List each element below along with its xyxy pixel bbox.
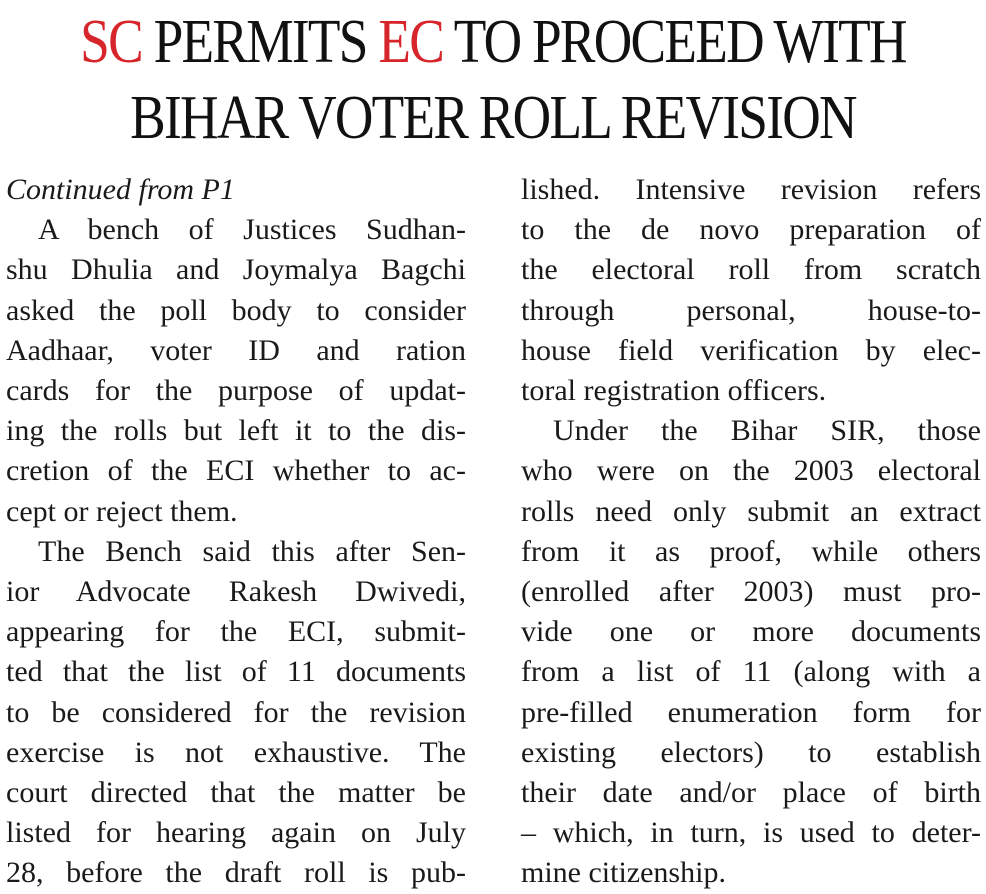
text-line: mine citizenship. — [521, 856, 726, 890]
headline-ec: EC — [378, 8, 444, 76]
text-line: the electoral roll from scratch — [521, 253, 981, 287]
headline-permits: PERMITS — [153, 8, 367, 76]
text-line: from it as proof, while others — [521, 534, 981, 568]
right-paragraph-1 — [521, 170, 981, 411]
text-line: pre-filled enumeration form for — [521, 695, 981, 729]
text-line: appearing for the ECI, submit- — [6, 615, 466, 649]
continued-from-label: Continued from P1 — [6, 173, 235, 206]
text-line: lished. Intensive revision refers — [521, 173, 981, 206]
text-line: listed for hearing again on July — [6, 816, 466, 850]
text-line: asked the poll body to consider — [6, 293, 466, 327]
headline-rest: TO PROCEED WITH — [453, 8, 906, 76]
text-line: house field verification by elec- — [521, 333, 981, 367]
text-line: Under the Bihar SIR, those — [553, 414, 981, 448]
text-line: The Bench said this after Sen- — [38, 534, 466, 568]
text-line: ior Advocate Rakesh Dwivedi, — [6, 575, 466, 609]
text-line: who were on the 2003 electoral — [521, 454, 981, 488]
text-line: Aadhaar, voter ID and ration — [6, 333, 466, 367]
text-line: cards for the purpose of updat- — [6, 374, 466, 408]
text-line: to be considered for the revision — [6, 695, 466, 729]
headline-line-2: BIHAR VOTER ROLL REVISION — [130, 84, 856, 152]
text-line: cept or reject them. — [6, 494, 238, 528]
text-line: A bench of Justices Sudhan- — [38, 213, 466, 247]
text-line: court directed that the matter be — [6, 776, 466, 810]
text-line: to the de novo preparation of — [521, 213, 981, 247]
left-paragraph-2 — [6, 532, 466, 894]
right-column — [521, 170, 981, 894]
text-line: cretion of the ECI whether to ac- — [6, 454, 466, 488]
text-line: from a list of 11 (along with a — [521, 655, 981, 689]
text-line: ted that the list of 11 documents — [6, 655, 466, 689]
text-line: vide one or more documents — [521, 615, 981, 649]
headline-line-1 — [69, 4, 917, 80]
headline-sc: SC — [80, 8, 142, 76]
headline — [69, 4, 917, 156]
text-line: through personal, house-to- — [521, 293, 981, 327]
text-line: – which, in turn, is used to deter- — [521, 816, 981, 850]
text-line: shu Dhulia and Joymalya Bagchi — [6, 253, 466, 287]
text-line: toral registration officers. — [521, 374, 827, 408]
left-paragraph-1 — [6, 210, 466, 532]
text-line: (enrolled after 2003) must pro- — [521, 575, 981, 609]
text-line: ing the rolls but left it to the dis- — [6, 414, 466, 448]
left-column — [6, 170, 466, 894]
text-line: existing electors) to establish — [521, 735, 981, 769]
text-line: rolls need only submit an extract — [521, 494, 981, 528]
right-paragraph-2 — [521, 411, 981, 893]
text-line: 28, before the draft roll is pub- — [6, 856, 466, 890]
text-line: exercise is not exhaustive. The — [6, 735, 466, 769]
text-line: their date and/or place of birth — [521, 776, 981, 810]
